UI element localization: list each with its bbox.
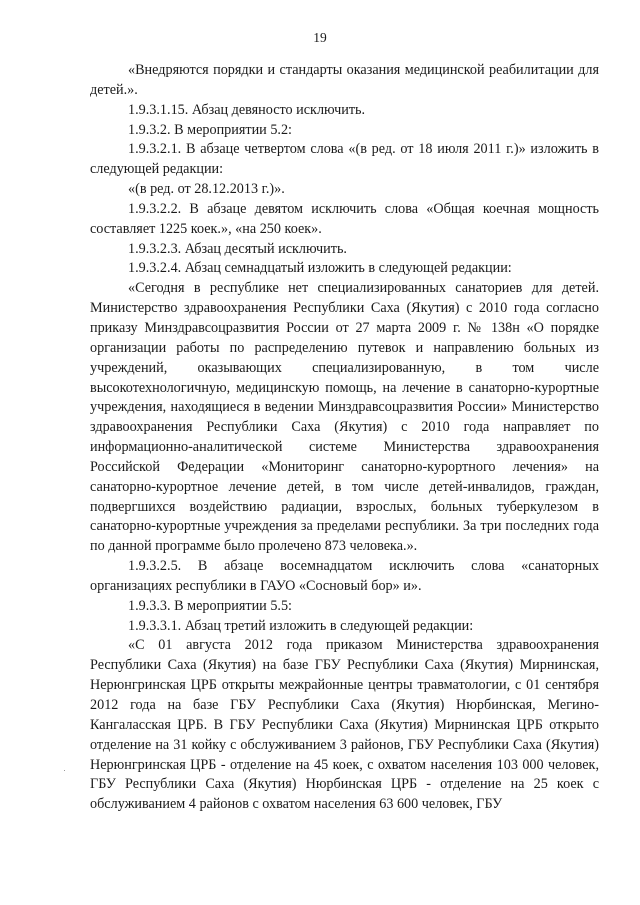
page-number: 19 — [313, 30, 327, 45]
paragraph-1-9-3-2-1: 1.9.3.2.1. В абзаце четвертом слова «(в ред. от 18 июля 2011 г.)» изложить в следующей редакции: — [90, 141, 599, 178]
document-body — [90, 61, 599, 815]
paragraph-1-9-3-2: 1.9.3.2. В мероприятии 5.2: — [128, 121, 292, 138]
paragraph-1-9-3-2-4: 1.9.3.2.4. Абзац семнадцатый изложить в следующей редакции: — [128, 260, 512, 277]
paragraph-1-9-3-1-15: 1.9.3.1.15. Абзац девяносто исключить. — [128, 101, 366, 118]
paragraph-1-9-3-2-2: 1.9.3.2.2. В абзаце девятом исключить слова «Общая коечная мощность составляет 1225 коек.», «на 250 коек». — [90, 200, 599, 237]
paragraph-quote-sanatoriums: «Сегодня в республике нет специализированных санаториев для детей. Министерство здравоохранения Республики Саха (Якутия) с 2010 года согласно приказу Минздравсоцразвития России от 27 марта 2009 г. № 138н «О порядке организации работы по распределению путевок и направлению больных из учреждений, оказывающих специализированную, в том числе высокотехнологичную, медицинскую помощь, на лечение в санаторно-курортные учреждения, находящиеся в ведении Минздравсоцразвития России» Министерство здравоохранения Республики Саха (Якутия) с 2010 года направляет по информационно-аналитической системе Министерства здравоохранения Российской Федерации «Мониторинг санаторно-курортного лечения» на санаторно-курортное лечение детей, в том числе детей-инвалидов, граждан, подвергшихся воздействию радиации, взрослых, больных туберкулезом в санаторно-курортные учреждения за пределами республики. За три последних года по данной программе было пролечено 873 человека.». — [90, 280, 599, 555]
paragraph-quote-rehabilitation: «Внедряются порядки и стандарты оказания медицинской реабилитации для детей.». — [90, 62, 599, 98]
paragraph-new-edition-date: «(в ред. от 28.12.2013 г.)». — [128, 181, 285, 198]
paragraph-1-9-3-3-1: 1.9.3.3.1. Абзац третий изложить в следующей редакции: — [128, 617, 474, 634]
paragraph-1-9-3-2-3: 1.9.3.2.3. Абзац десятый исключить. — [128, 240, 347, 257]
scan-artifact — [64, 770, 65, 771]
paragraph-quote-traumatology: «С 01 августа 2012 года приказом Министерства здравоохранения Республики Саха (Якутия) на базе ГБУ Республики Саха (Якутия) Мирнинская, Нерюнгринская ЦРБ открыты межрайонные центры травматологии, с 01 сентября 2012 года на базе ГБУ Республики Саха (Якутия) Нюрбинская, Мегино-Кангаласская ЦРБ. В ГБУ Республики Саха (Якутия) Мирнинская ЦРБ открыто отделение на 31 койку с обслуживанием 3 районов, ГБУ Республики Саха (Якутия) Нерюнгринская ЦРБ - отделение на 45 коек, с охватом населения 103 000 человек, ГБУ Республики Саха (Якутия) Нюрбинская ЦРБ - отделение на 25 коек с обслуживанием 4 районов с охватом населения 63 600 человек, ГБУ — [90, 637, 599, 813]
paragraph-1-9-3-3: 1.9.3.3. В мероприятии 5.5: — [128, 597, 292, 614]
paragraph-1-9-3-2-5: 1.9.3.2.5. В абзаце восемнадцатом исключить слова «санаторных организациях республики в ГАУО «Сосновый бор» и». — [90, 558, 599, 594]
